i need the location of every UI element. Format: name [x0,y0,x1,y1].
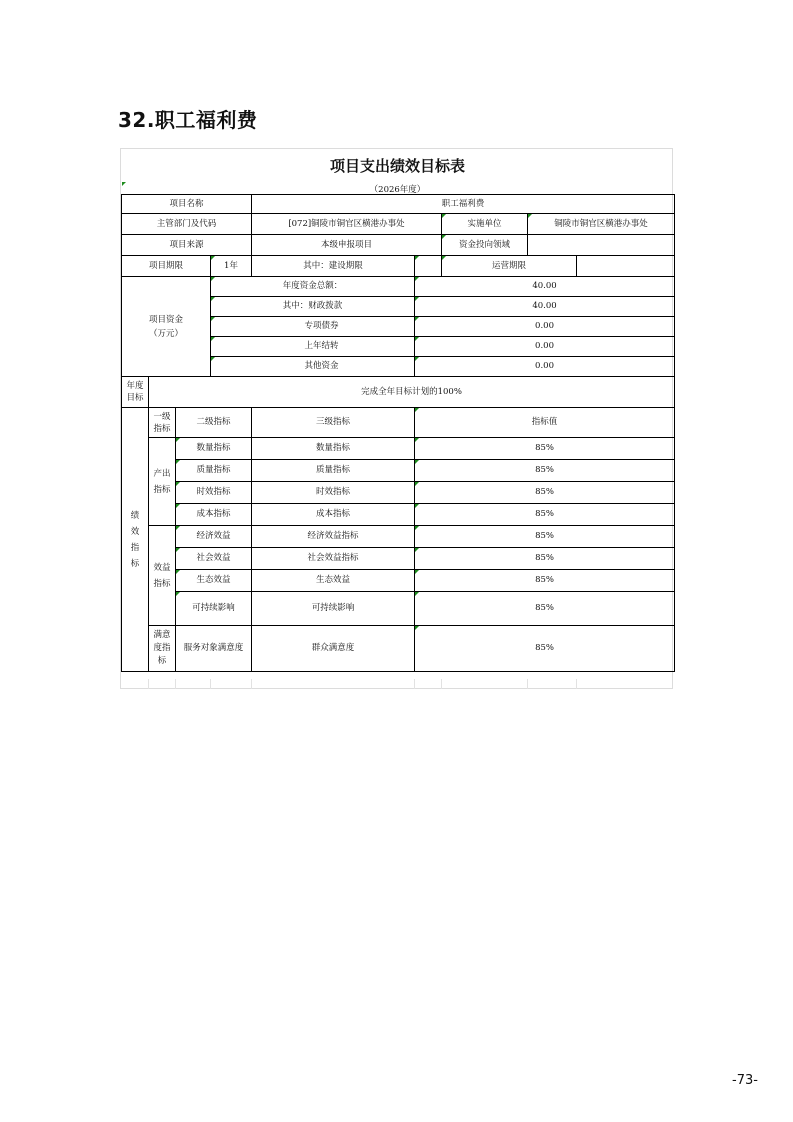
output-level3: 成本指标 [252,504,415,526]
label-perf-indicators: 绩 效 指 标 [122,408,149,672]
value-invest-area [528,235,675,256]
label-build-period: 其中：建设期限 [252,256,415,277]
value-bond: 0.00 [415,317,675,337]
benefit-value: 85% [415,570,675,592]
form-title: 项目支出绩效目标表 [329,157,465,175]
output-level2: 成本指标 [176,504,252,526]
header-level2: 二级指标 [176,408,252,438]
value-project-name: 职工福利费 [252,195,675,214]
benefit-value: 85% [415,592,675,626]
performance-target-form [120,148,673,689]
label-dept-code: 主管部门及代码 [122,214,252,235]
label-satisfaction-indicators: 满意 度指 标 [149,626,176,672]
output-level3: 质量指标 [252,460,415,482]
target-table [121,194,675,672]
value-source: 本级申报项目 [252,235,442,256]
label-funds: 项目资金 （万元） [122,277,211,377]
form-year: （2026年度） [369,185,426,195]
output-level2: 时效指标 [176,482,252,504]
value-build-period [415,256,442,277]
benefit-level3: 经济效益指标 [252,526,415,548]
label-annual-total: 年度资金总额： [211,277,415,297]
output-level2: 数量指标 [176,438,252,460]
benefit-value: 85% [415,548,675,570]
label-fiscal: 其中：财政拨款 [211,297,415,317]
label-carryover: 上年结转 [211,337,415,357]
label-output-indicators: 产出 指标 [149,438,176,526]
benefit-level2: 社会效益 [176,548,252,570]
satisfaction-value: 85% [415,626,675,672]
label-other: 其他资金 [211,357,415,377]
value-annual-total: 40.00 [415,277,675,297]
section-title: 32.职工福利费 [118,108,258,132]
value-annual-goal: 完成全年目标计划的100% [149,377,675,408]
satisfaction-level2: 服务对象满意度 [176,626,252,672]
label-impl-unit: 实施单位 [442,214,528,235]
label-bond: 专项债券 [211,317,415,337]
value-other: 0.00 [415,357,675,377]
label-source: 项目来源 [122,235,252,256]
label-period: 项目期限 [122,256,211,277]
value-period: 1年 [211,256,252,277]
value-impl-unit: 铜陵市铜官区横港办事处 [528,214,675,235]
benefit-level2: 可持续影响 [176,592,252,626]
value-op-period [577,256,675,277]
label-benefit-indicators: 效益 指标 [149,526,176,626]
label-invest-area: 资金投向领域 [442,235,528,256]
benefit-value: 85% [415,526,675,548]
header-value: 指标值 [415,408,675,438]
value-carryover: 0.00 [415,337,675,357]
benefit-level3: 可持续影响 [252,592,415,626]
output-value: 85% [415,482,675,504]
label-annual-goal: 年度 目标 [122,377,149,408]
label-project-name: 项目名称 [122,195,252,214]
output-level2: 质量指标 [176,460,252,482]
output-level3: 数量指标 [252,438,415,460]
output-value: 85% [415,460,675,482]
output-level3: 时效指标 [252,482,415,504]
benefit-level3: 社会效益指标 [252,548,415,570]
value-dept-code: [072]铜陵市铜官区横港办事处 [252,214,442,235]
benefit-level2: 经济效益 [176,526,252,548]
benefit-level2: 生态效益 [176,570,252,592]
output-value: 85% [415,504,675,526]
page-number: -73- [732,1073,758,1088]
header-level1: 一级 指标 [149,408,176,438]
table-footer-gridlines [121,679,674,689]
header-level3: 三级指标 [252,408,415,438]
value-fiscal: 40.00 [415,297,675,317]
output-value: 85% [415,438,675,460]
label-op-period: 运营期限 [442,256,577,277]
satisfaction-level3: 群众满意度 [252,626,415,672]
benefit-level3: 生态效益 [252,570,415,592]
